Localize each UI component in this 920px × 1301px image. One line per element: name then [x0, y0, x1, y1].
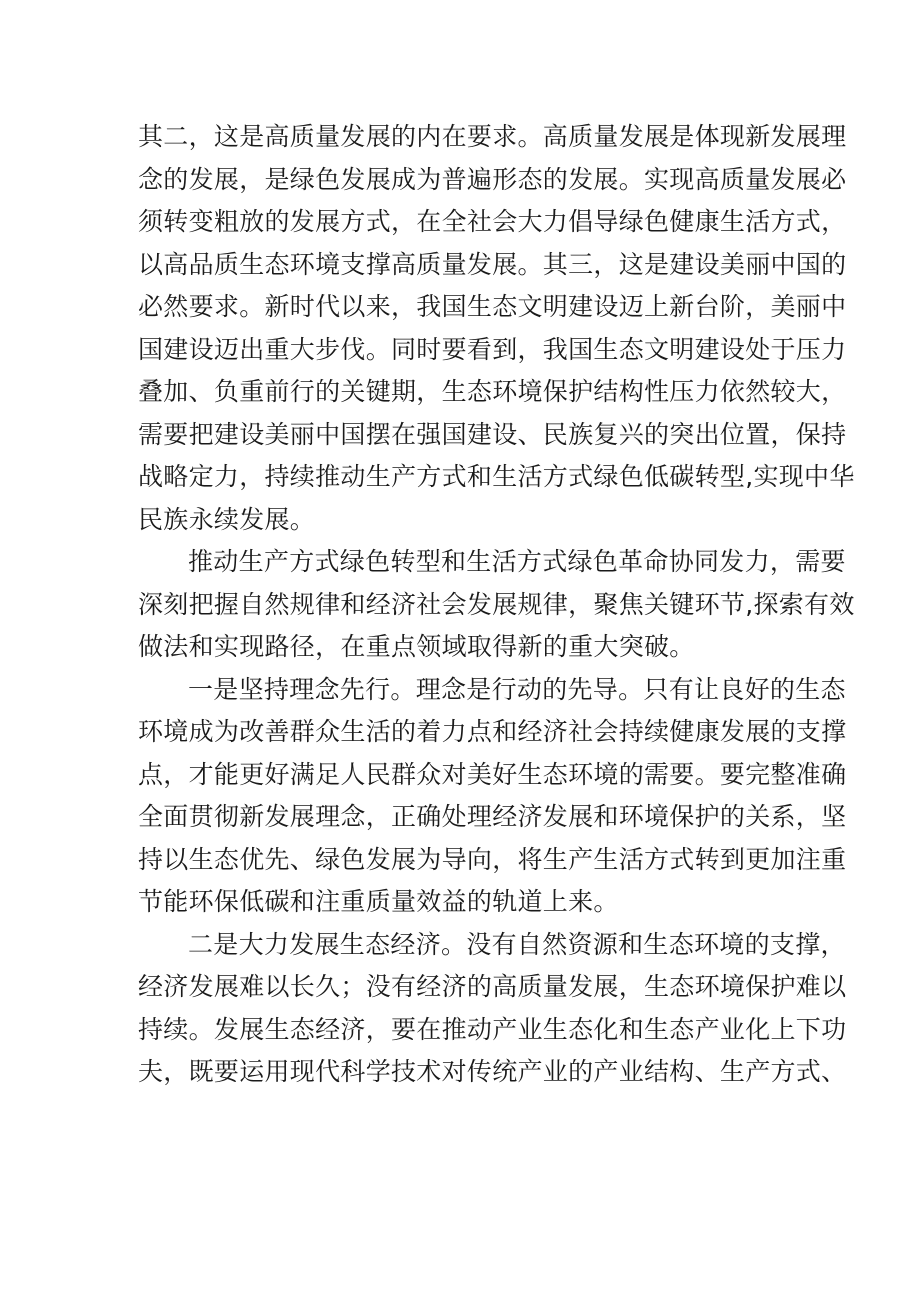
text-line: 须转变粗放的发展方式，在全社会大力倡导绿色健康生活方式，: [138, 207, 847, 236]
text-line: 节能环保低碳和注重质量效益的轨道上来。: [138, 887, 619, 916]
text-line: 夫，既要运用现代科学技术对传统产业的产业结构、生产方式、: [138, 1057, 847, 1086]
text-line: 需要把建设美丽中国摆在强国建设、民族复兴的突出位置，保持: [138, 419, 847, 449]
text-line: 其二，这是高质量发展的内在要求。高质量发展是体现新发展理: [138, 122, 847, 151]
text-line: 深刻把握自然规律和经济社会发展规律，聚焦关键环节,探索有效: [138, 589, 855, 619]
text-line: 做法和实现路径，在重点领域取得新的重大突破。: [138, 632, 695, 661]
paragraph-2: [138, 541, 855, 669]
text-line: 点，才能更好满足人民群众对美好生态环境的需要。要完整准确: [138, 759, 847, 789]
text-line: 叠加、负重前行的关键期，生态环境保护结构性压力依然较大，: [138, 377, 847, 406]
text-line: 持以生态优先、绿色发展为导向，将生产生活方式转到更加注重: [138, 844, 847, 874]
text-line: 全面贯彻新发展理念，正确处理经济发展和环境保护的关系，坚: [138, 802, 847, 831]
text-line: 二是大力发展生态经济。没有自然资源和生态环境的支撑，: [188, 929, 846, 959]
text-line: 念的发展，是绿色发展成为普遍形态的发展。实现高质量发展必: [138, 164, 847, 194]
paragraph-1: [138, 116, 855, 541]
text-line: 国建设迈出重大步伐。同时要看到，我国生态文明建设处于压力: [138, 334, 847, 364]
text-line: 民族永续发展。: [138, 504, 316, 534]
paragraph-4: [138, 924, 847, 1094]
text-line: 持续。发展生态经济，要在推动产业生态化和生态产业化上下功: [138, 1014, 847, 1044]
text-line: 经济发展难以长久；没有经济的高质量发展，生态环境保护难以: [138, 972, 847, 1001]
text-line: 必然要求。新时代以来，我国生态文明建设迈上新台阶，美丽中: [138, 292, 847, 321]
paragraph-3: [138, 669, 847, 924]
text-line: 推动生产方式绿色转型和生活方式绿色革命协同发力，需要: [188, 547, 846, 576]
text-line: 环境成为改善群众生活的着力点和经济社会持续健康发展的支撑: [138, 717, 847, 746]
text-line: 一是坚持理念先行。理念是行动的先导。只有让良好的生态: [188, 674, 846, 704]
text-line: 以高品质生态环境支撑高质量发展。其三，这是建设美丽中国的: [138, 249, 847, 279]
document-body: [138, 116, 855, 1094]
text-line: 战略定力，持续推动生产方式和生活方式绿色低碳转型,实现中华: [138, 462, 855, 491]
